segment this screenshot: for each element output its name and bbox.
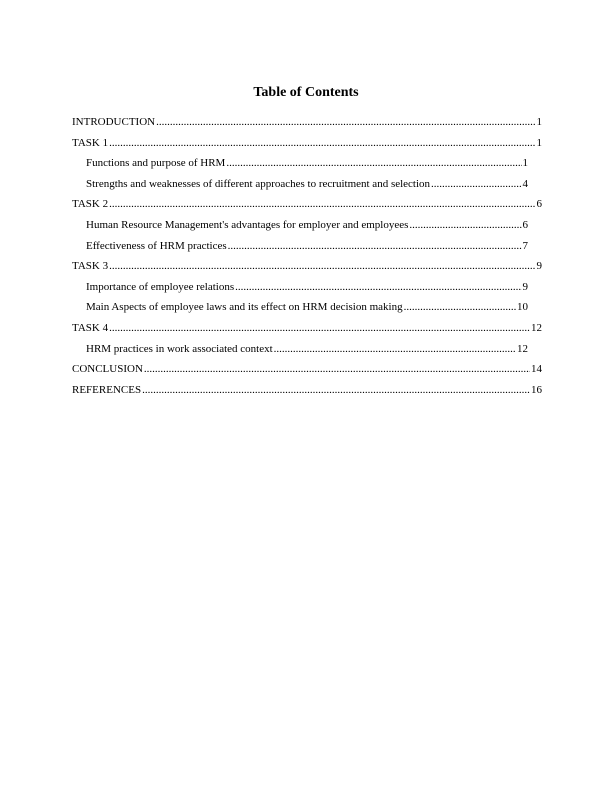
toc-page-number: 4: [522, 177, 528, 190]
toc-entry-hrm-advantages[interactable]: [72, 216, 542, 237]
toc-entry-task-2[interactable]: [72, 195, 542, 216]
toc-entry-label: INTRODUCTION: [72, 116, 156, 128]
toc-entry-label: Human Resource Management's advantages for employer and employees: [86, 218, 409, 231]
toc-entry-effectiveness-hrm[interactable]: [72, 237, 542, 258]
toc-entry-label: Strengths and weaknesses of different approaches to recruitment and selection: [86, 177, 431, 190]
toc-entry-label: Main Aspects of employee laws and its effect on HRM decision making: [86, 301, 403, 314]
toc-entry-task-3[interactable]: [72, 257, 542, 278]
toc-entry-label: HRM practices in work associated context: [86, 342, 273, 355]
toc-page-number: 10: [517, 301, 528, 314]
toc-entry-label: TASK 2: [72, 198, 109, 211]
toc-page-number: 7: [522, 239, 528, 252]
toc-leader-dots: [144, 362, 530, 376]
toc-leader-dots: [404, 300, 516, 314]
toc-page-number: 9: [522, 280, 528, 293]
toc-entry-label: TASK 3: [72, 260, 109, 273]
toc-entry-conclusion[interactable]: [72, 360, 542, 381]
toc-page-number: 6: [536, 198, 542, 211]
toc-page-number: 16: [531, 383, 542, 396]
toc-entry-strengths-weaknesses[interactable]: [72, 175, 542, 196]
toc-entry-employee-laws[interactable]: [72, 298, 542, 319]
toc-leader-dots: [431, 177, 521, 191]
toc-entry-label: TASK 4: [72, 321, 109, 334]
toc-leader-dots: [142, 383, 530, 397]
toc-entry-label: Effectiveness of HRM practices: [86, 239, 227, 252]
toc-page-number: 1: [536, 116, 542, 128]
toc-page-number: 14: [531, 363, 542, 376]
toc-entry-hrm-practices-context[interactable]: [72, 340, 542, 361]
toc-title: Table of Contents: [253, 85, 359, 100]
toc-entry-label: CONCLUSION: [72, 363, 143, 376]
toc-page-number: 9: [536, 260, 542, 273]
toc-leader-dots: [228, 239, 522, 253]
toc-leader-dots: [109, 321, 530, 335]
toc-entry-task-1[interactable]: [72, 134, 542, 155]
toc-page-number: 12: [531, 321, 542, 334]
toc-entry-label: TASK 1: [72, 136, 109, 149]
toc-leader-dots: [226, 156, 521, 170]
toc-entry-label: REFERENCES: [72, 383, 142, 396]
toc-leader-dots: [235, 280, 521, 294]
toc-leader-dots: [156, 115, 535, 129]
toc-leader-dots: [409, 218, 521, 232]
toc-page-number: 1: [522, 157, 528, 170]
toc-leader-dots: [274, 342, 516, 356]
toc-page-number: 1: [536, 136, 542, 149]
toc-entry-references[interactable]: [72, 381, 542, 402]
toc-entry-introduction[interactable]: [72, 113, 542, 134]
toc-entry-task-4[interactable]: [72, 319, 542, 340]
toc-entry-functions-purpose-hrm[interactable]: [72, 154, 542, 175]
toc-leader-dots: [109, 136, 535, 150]
toc-entry-label: Functions and purpose of HRM: [86, 157, 226, 170]
toc-entry-label: Importance of employee relations: [86, 280, 235, 293]
toc-leader-dots: [109, 259, 535, 273]
toc-page-number: 6: [522, 218, 528, 231]
toc-leader-dots: [109, 197, 535, 211]
toc-entry-employee-relations[interactable]: [72, 278, 542, 299]
toc-list: [72, 113, 542, 401]
toc-page-number: 12: [517, 342, 528, 355]
